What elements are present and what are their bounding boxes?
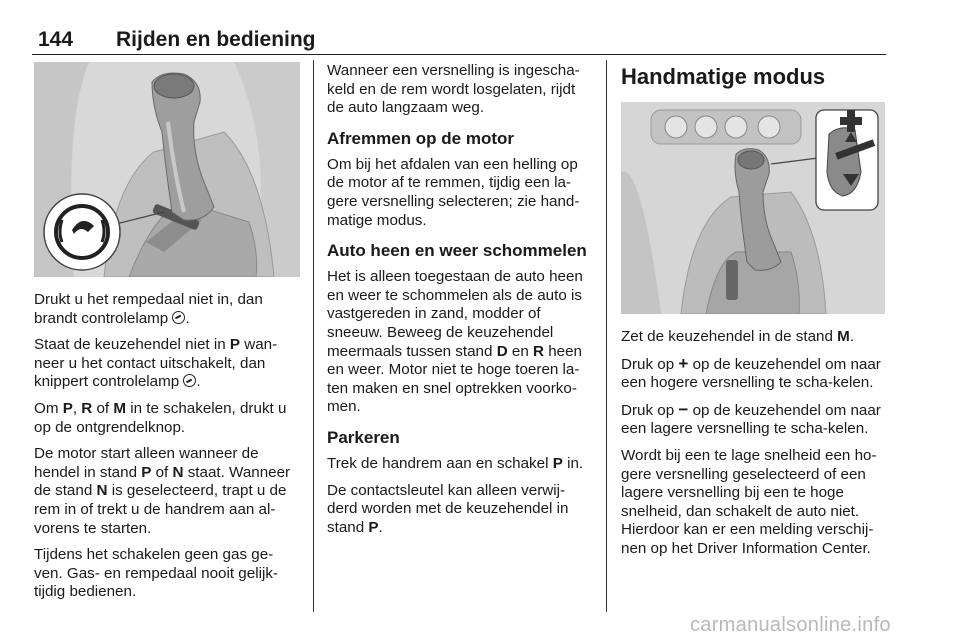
paragraph: Om bij het afdalen van een helling op de motor af te remmen, tijdig een la-gere versnelling selecteren; zie hand-matige modus. bbox=[327, 155, 580, 229]
paragraph: Wordt bij een te lage snelheid een ho-gere versnelling geselecteerd of een lagere versnelling bij een te hoge snelheid, dan schakelt de auto niet. Hierdoor kan er een melding verschij-nen op het Driver Information Center. bbox=[621, 446, 877, 557]
column-right bbox=[621, 62, 888, 567]
gear-selector-illustration bbox=[34, 62, 300, 277]
section-heading: Parkeren bbox=[327, 427, 400, 447]
gear-selector-drawing bbox=[34, 62, 300, 277]
paragraph: De motor start alleen wanneer de hendel in stand P of N staat. Wanneer de stand N is geselecteerd, trapt u de rem in of trekt u de handrem aan al-vorens te starten. bbox=[34, 445, 291, 537]
paragraph: Het is alleen toegestaan de auto heen en weer te schommelen als de auto is vastgereden in zand, modder of sneeuw. Beweeg de keuzehendel meermaals tussen stand D en R heen en weer. Motor niet te hoge toeren la-ten maken en snel optrekken voorko-men. bbox=[327, 268, 583, 416]
paragraph: Drukt u het rempedaal niet in, dan brandt controlelamp . bbox=[34, 291, 263, 327]
page-number: 144 bbox=[38, 28, 74, 51]
page-title: Rijden en bediening bbox=[116, 28, 316, 51]
page-header bbox=[32, 28, 886, 55]
watermark: carmanualsonline.info bbox=[690, 614, 891, 636]
paragraph: De contactsleutel kan alleen verwij-derd worden met de keuzehendel in stand P. bbox=[327, 481, 569, 536]
section-heading: Auto heen en weer schommelen bbox=[327, 241, 587, 261]
paragraph: Zet de keuzehendel in de stand M. bbox=[621, 328, 855, 345]
plus-icon: + bbox=[678, 353, 689, 373]
paragraph: Druk op − op de keuzehendel om naar een lagere versnelling te scha-kelen. bbox=[621, 399, 881, 438]
brake-warning-lamp-icon bbox=[183, 374, 196, 387]
column-divider bbox=[313, 60, 314, 612]
paragraph: Druk op + op de keuzehendel om naar een hogere versnelling te scha-kelen. bbox=[621, 353, 881, 392]
paragraph: Staat de keuzehendel niet in P wan-neer u het contact uitschakelt, dan knippert controlelamp . bbox=[34, 336, 278, 391]
column-divider bbox=[606, 60, 607, 612]
paragraph: Trek de handrem aan en schakel P in. bbox=[327, 454, 584, 472]
paragraph: Om P, R of M in te schakelen, drukt u op de ontgrendelknop. bbox=[34, 399, 287, 436]
paragraph: Wanneer een versnelling is ingescha-keld en de rem wordt losgelaten, rijdt de auto langzaam weg. bbox=[327, 62, 580, 117]
manual-mode-drawing bbox=[621, 102, 885, 314]
section-heading: Afremmen op de motor bbox=[327, 128, 515, 148]
section-heading: Handmatige modus bbox=[621, 64, 826, 89]
column-middle bbox=[327, 62, 592, 545]
paragraph: Tijdens het schakelen geen gas ge-ven. Gas- en rempedaal nooit gelijk-tijdig bedienen. bbox=[34, 546, 278, 601]
minus-icon: − bbox=[678, 399, 689, 419]
column-left bbox=[34, 62, 300, 610]
manual-mode-illustration bbox=[621, 102, 885, 314]
brake-warning-lamp-icon bbox=[172, 311, 185, 324]
